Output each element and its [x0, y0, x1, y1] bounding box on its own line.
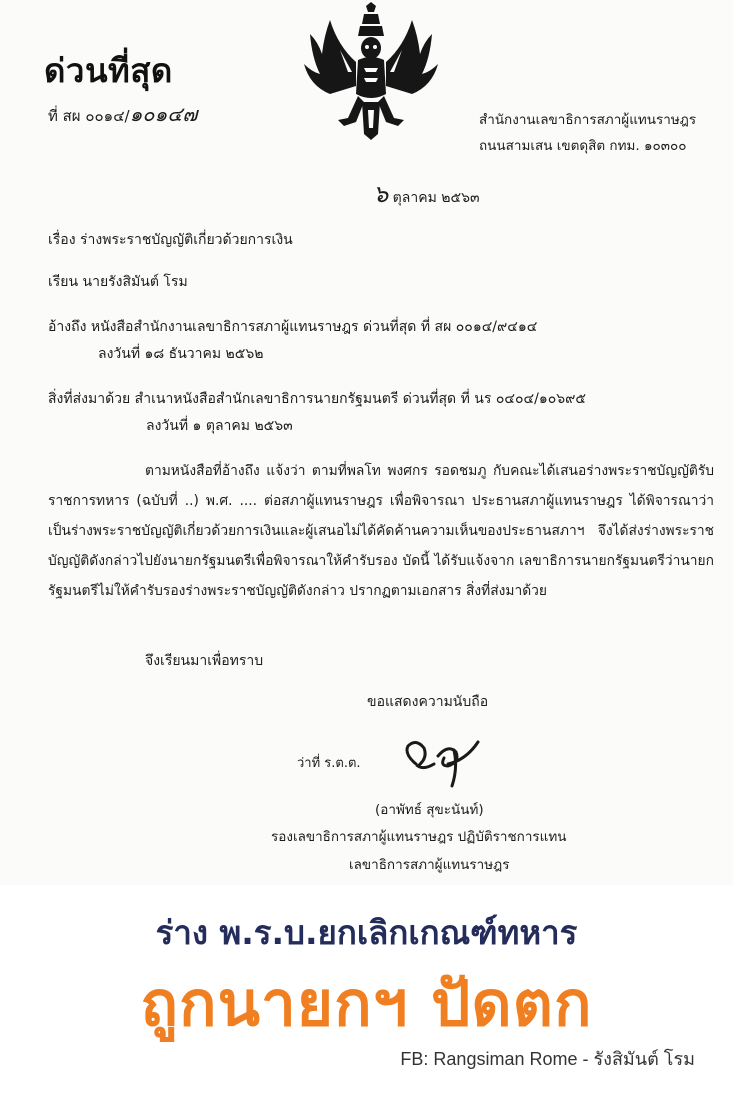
reference-date: ลงวันที่ ๑๘ ธันวาคม ๒๕๖๒	[98, 346, 264, 362]
signatory-name: (อาพัทธ์ สุขะนันท์)	[375, 802, 484, 818]
date-month-year: ตุลาคม ๒๕๖๓	[388, 190, 480, 206]
enclosure-line: สิ่งที่ส่งมาด้วย สำเนาหนังสือสำนักเลขาธิการนายกรัฐมนตรี ด่วนที่สุด ที่ นร ๐๔๐๔/๑๐๖๙๕	[48, 391, 586, 407]
subject-line: เรื่อง ร่างพระราชบัญญัติเกี่ยวด้วยการเงิน	[48, 232, 293, 248]
office-name: สำนักงานเลขาธิการสภาผู้แทนราษฎร	[479, 112, 697, 128]
document-number	[48, 98, 197, 130]
headline-secondary: ถูกนายกฯ ปัดตก	[140, 967, 593, 1040]
doc-number-handwritten: ๑๐๑๔๗	[129, 102, 198, 126]
acting-rank: ว่าที่ ร.ต.ต.	[297, 756, 361, 771]
enclosure-date: ลงวันที่ ๑ ตุลาคม ๒๕๖๓	[146, 418, 293, 434]
garuda-emblem-icon	[300, 2, 442, 142]
date-day-handwritten: ๖	[373, 180, 389, 208]
signatory-title-secondary: เลขาธิการสภาผู้แทนราษฎร	[349, 857, 510, 873]
signatory-title: รองเลขาธิการสภาผู้แทนราษฎร ปฏิบัติราชการแทน	[271, 829, 567, 845]
office-address: ถนนสามเสน เขตดุสิต กทม. ๑๐๓๐๐	[479, 138, 687, 154]
source-credit: FB: Rangsiman Rome - รังสิมันต์ โรม	[400, 1049, 695, 1069]
headline-primary: ร่าง พ.ร.บ.ยกเลิกเกณฑ์ทหาร	[155, 913, 578, 952]
letter-date	[373, 174, 480, 213]
urgency-label: ด่วนที่สุด	[44, 51, 173, 90]
doc-number-prefix: ที่ สผ ๐๐๑๔/	[48, 107, 130, 125]
handwritten-signature	[394, 734, 494, 790]
regards-line: ขอแสดงความนับถือ	[367, 694, 489, 710]
closing-phrase: จึงเรียนมาเพื่อทราบ	[145, 653, 264, 669]
reference-line: อ้างถึง หนังสือสำนักงานเลขาธิการสภาผู้แทนราษฎร ด่วนที่สุด ที่ สผ ๐๐๑๔/๙๔๑๔	[48, 319, 538, 335]
recipient-line: เรียน นายรังสิมันต์ โรม	[48, 274, 188, 290]
body-paragraph: ตามหนังสือที่อ้างถึง แจ้งว่า ตามที่พลโท พงศกร รอดชมภู กับคณะได้เสนอร่างพระราชบัญญัติรับราชการทหาร (ฉบับที่ ..) พ.ศ. .... ต่อสภาผู้แทนราษฎร เพื่อพิจารณา ประธานสภาผู้แทนราษฎร ได้พิจารณาว่าเป็นร่างพระราชบัญญัติเกี่ยวด้วยการเงินและผู้เสนอไม่ได้คัดค้านความเห็นของประธานสภาฯ จึงได้ส่งร่างพระราชบัญญัติดังกล่าวไปยังนายกรัฐมนตรีเพื่อพิจารณาให้คำรับรอง บัดนี้ ได้รับแจ้งจาก เลขาธิการนายกรัฐมนตรีว่านายกรัฐมนตรีไม่ให้คำรับรองร่างพระราชบัญญัติดังกล่าว ปรากฏตามเอกสาร สิ่งที่ส่งมาด้วย	[48, 463, 714, 599]
